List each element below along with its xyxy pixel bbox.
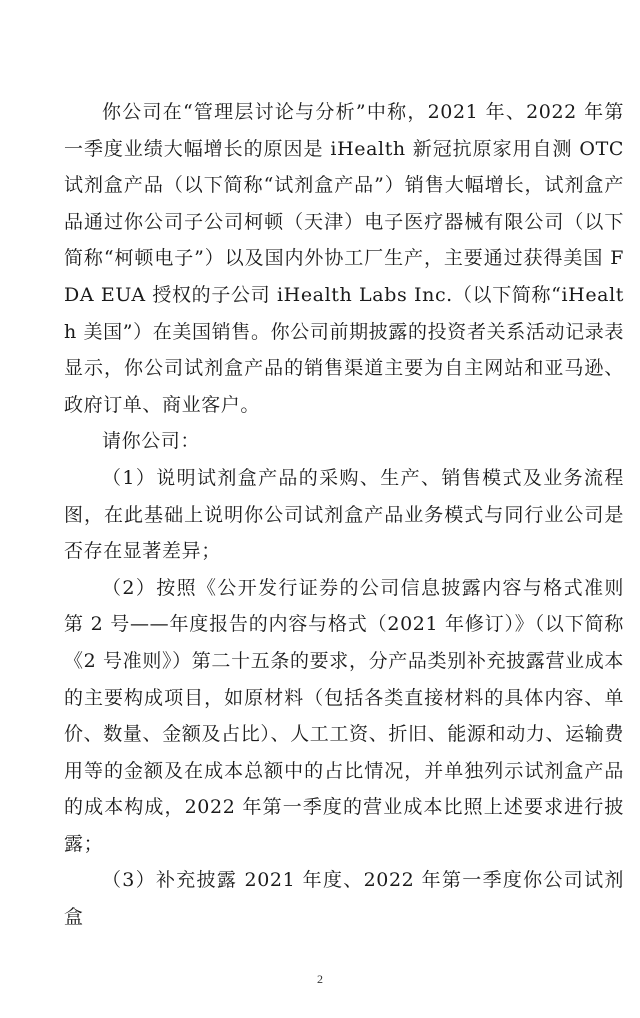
page-number: 2 — [317, 972, 323, 986]
paragraph-item-2: （2）按照《公开发行证券的公司信息披露内容与格式准则第 2 号——年度报告的内容与格式（2021 年修订）》（以下简称《2 号准则》）第二十五条的要求，分产品类别补充披露营业成本的主要构成项目，如原材料（包括各类直接材料的具体内容、单价、数量、金额及占比）、人工工资、折旧、能源和动力、运输费用等的金额及在成本总额中的占比情况，并单独列示试剂盒产品的成本构成，2022 年第一季度的营业成本比照上述要求进行披露； — [64, 576, 624, 855]
paragraph-request: 请你公司： — [102, 430, 201, 453]
document-body — [64, 94, 624, 936]
paragraph-background: 你公司在“管理层讨论与分析”中称，2021 年、2022 年第一季度业绩大幅增长的原因是 iHealth 新冠抗原家用自测 OTC 试剂盒产品（以下简称“试剂盒产品”）销售大幅增长，试剂盒产品通过你公司子公司柯顿（天津）电子医疗器械有限公司（以下简称“柯顿电子”）以及国内外协工厂生产，主要通过获得美国 FDA EUA 授权的子公司 iHealth Labs Inc.（以下简称“iHealth 美国”）在美国销售。你公司前期披露的投资者关系活动记录表显示，你公司试剂盒产品的销售渠道主要为自主网站和亚马逊、政府订单、商业客户。 — [64, 101, 624, 416]
paragraph-item-1: （1）说明试剂盒产品的采购、生产、销售模式及业务流程图，在此基础上说明你公司试剂盒产品业务模式与同行业公司是否存在显著差异； — [64, 466, 624, 563]
paragraph-item-3: （3）补充披露 2021 年度、2022 年第一季度你公司试剂盒 — [64, 869, 624, 929]
